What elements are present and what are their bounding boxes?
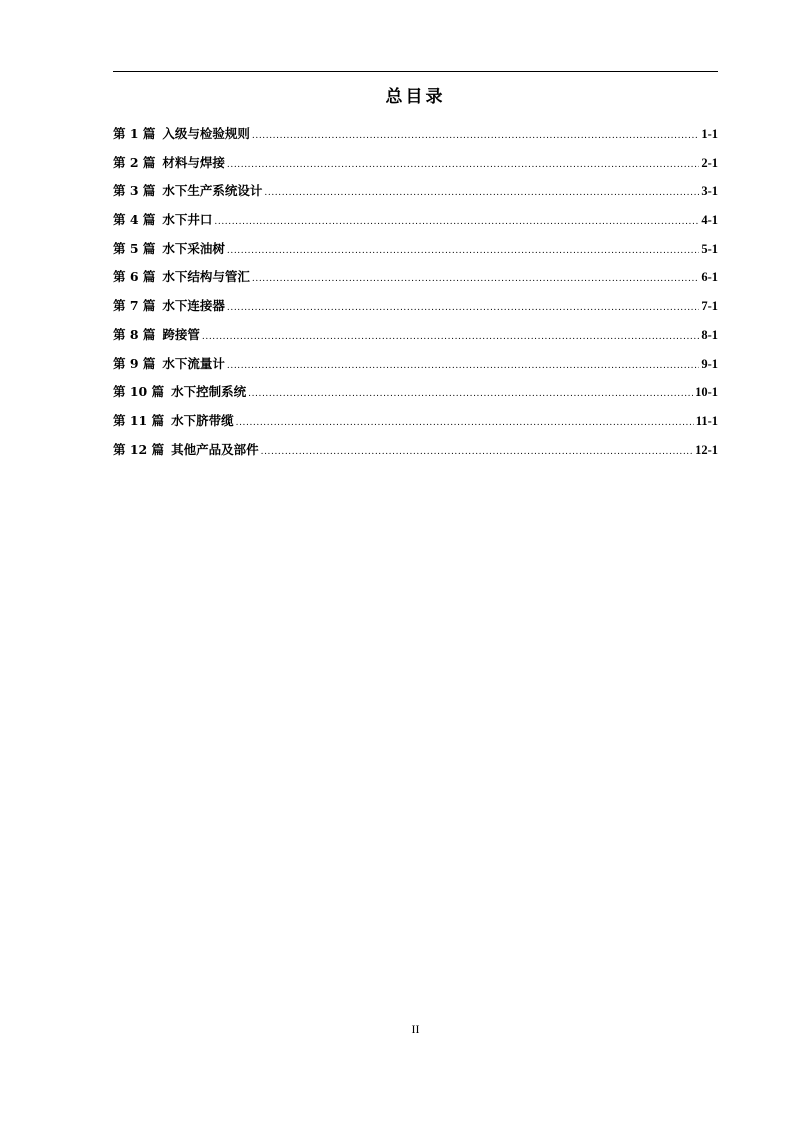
toc-entry[interactable] bbox=[113, 240, 718, 269]
toc-entry[interactable] bbox=[113, 326, 718, 355]
toc-entry-title: 其他产品及部件 bbox=[171, 441, 259, 457]
toc-entry-title: 水下控制系统 bbox=[171, 384, 247, 400]
toc-page-ref: 2-1 bbox=[701, 155, 718, 170]
toc-part-number: 第 8 篇 bbox=[113, 326, 156, 342]
toc-dot-leader bbox=[264, 184, 699, 202]
toc-dot-leader bbox=[227, 156, 699, 174]
toc-dot-leader bbox=[261, 443, 693, 461]
table-of-contents bbox=[113, 125, 718, 469]
toc-page-ref: 5-1 bbox=[701, 241, 718, 256]
toc-part-number: 第 6 篇 bbox=[113, 269, 156, 285]
toc-part-number: 第 12 篇 bbox=[113, 441, 165, 457]
toc-entry[interactable] bbox=[113, 297, 718, 326]
toc-entry-title: 水下连接器 bbox=[162, 298, 225, 314]
toc-entry[interactable] bbox=[113, 383, 718, 412]
toc-page-ref: 6-1 bbox=[701, 270, 718, 285]
toc-entry[interactable] bbox=[113, 412, 718, 441]
toc-part-number: 第 1 篇 bbox=[113, 126, 156, 141]
toc-entry-title: 水下结构与管汇 bbox=[162, 269, 250, 285]
toc-part-number: 第 3 篇 bbox=[113, 183, 156, 199]
toc-entry-title: 材料与焊接 bbox=[162, 154, 225, 170]
toc-page-ref: 3-1 bbox=[701, 184, 718, 199]
toc-entry-title: 入级与检验规则 bbox=[162, 126, 250, 141]
toc-entry[interactable] bbox=[113, 211, 718, 240]
toc-dot-leader bbox=[227, 357, 699, 375]
toc-part-number: 第 11 篇 bbox=[113, 412, 165, 428]
toc-part-number: 第 4 篇 bbox=[113, 212, 156, 228]
toc-entry[interactable] bbox=[113, 125, 718, 154]
toc-page-ref: 12-1 bbox=[695, 442, 718, 457]
toc-dot-leader bbox=[252, 127, 699, 145]
toc-page-ref: 1-1 bbox=[701, 127, 718, 141]
toc-entry-title: 水下流量计 bbox=[162, 355, 225, 371]
toc-entry[interactable] bbox=[113, 182, 718, 211]
toc-page-ref: 4-1 bbox=[701, 213, 718, 228]
toc-entry[interactable] bbox=[113, 355, 718, 384]
toc-entry[interactable] bbox=[113, 154, 718, 183]
toc-dot-leader bbox=[227, 242, 699, 260]
toc-page-ref: 10-1 bbox=[695, 385, 718, 400]
toc-entry[interactable] bbox=[113, 441, 718, 470]
toc-entry-title: 水下采油树 bbox=[162, 240, 225, 256]
toc-part-number: 第 2 篇 bbox=[113, 154, 156, 170]
toc-part-number: 第 7 篇 bbox=[113, 298, 156, 314]
toc-dot-leader bbox=[248, 385, 693, 403]
toc-page-ref: 8-1 bbox=[701, 327, 718, 342]
toc-page-ref: 9-1 bbox=[701, 356, 718, 371]
toc-entry-title: 水下脐带缆 bbox=[171, 412, 234, 428]
header-rule bbox=[113, 71, 718, 72]
toc-part-number: 第 9 篇 bbox=[113, 355, 156, 371]
toc-page-ref: 7-1 bbox=[701, 299, 718, 314]
toc-dot-leader bbox=[202, 328, 699, 346]
toc-part-number: 第 10 篇 bbox=[113, 384, 165, 400]
toc-page-ref: 11-1 bbox=[695, 413, 718, 428]
toc-entry-title: 水下井口 bbox=[162, 212, 213, 228]
toc-dot-leader bbox=[227, 299, 699, 317]
toc-entry-title: 跨接管 bbox=[162, 326, 200, 342]
page-number: II bbox=[411, 1022, 420, 1036]
toc-entry-title: 水下生产系统设计 bbox=[162, 183, 263, 199]
toc-dot-leader bbox=[236, 414, 694, 432]
page-title: 总目录 bbox=[385, 87, 446, 107]
toc-dot-leader bbox=[214, 213, 699, 231]
toc-entry[interactable] bbox=[113, 268, 718, 297]
toc-part-number: 第 5 篇 bbox=[113, 240, 156, 256]
toc-dot-leader bbox=[252, 270, 699, 288]
